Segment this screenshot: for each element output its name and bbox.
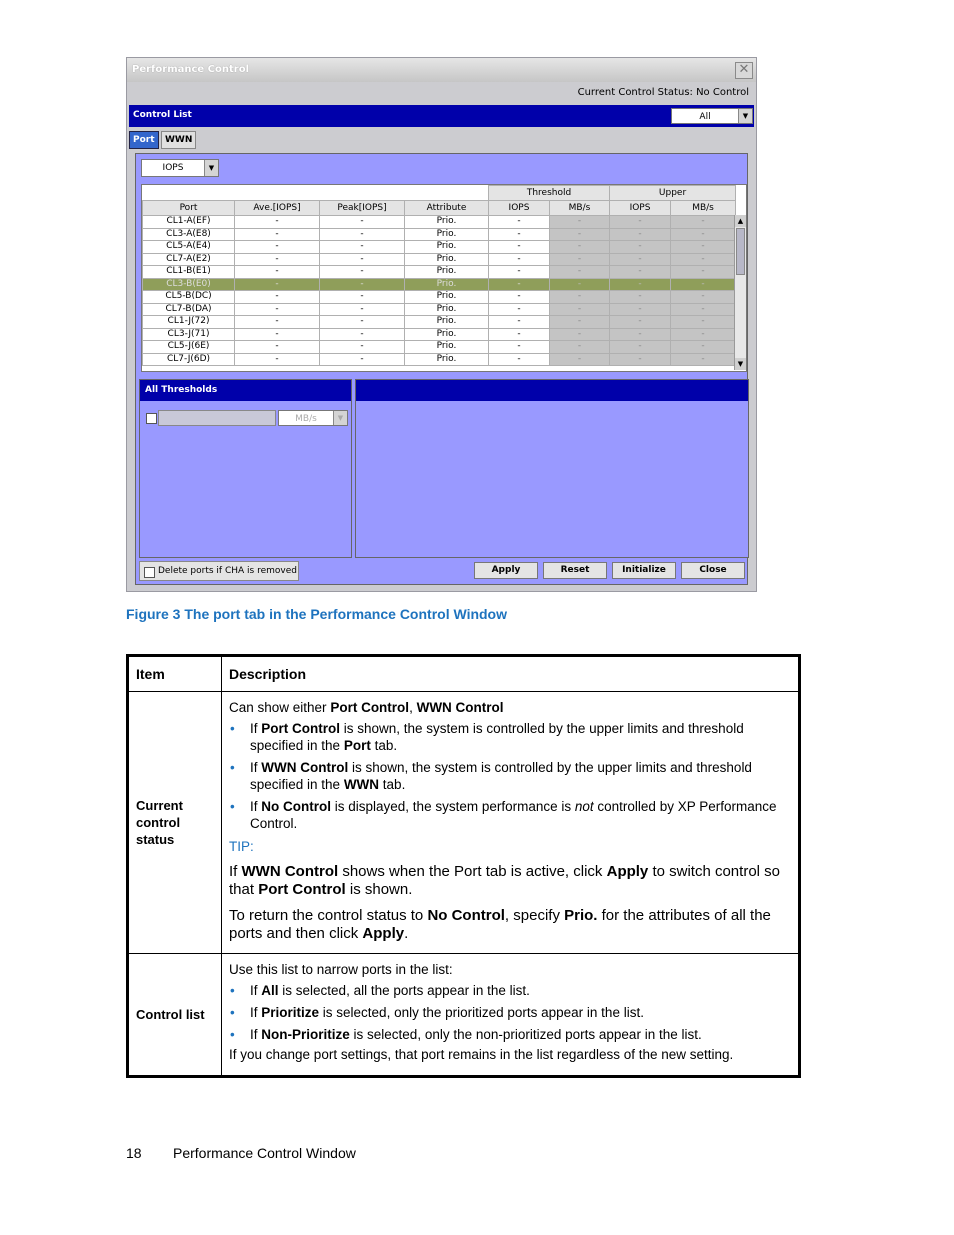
item-current-control-status — [128, 692, 222, 954]
table-cell: - — [235, 303, 320, 316]
table-row[interactable] — [143, 328, 736, 341]
table-cell: - — [610, 278, 671, 291]
chevron-down-icon: ▼ — [204, 160, 218, 176]
chevron-down-icon: ▼ — [333, 411, 347, 425]
scroll-down-icon[interactable]: ▼ — [735, 358, 746, 370]
table-cell: CL7-B(DA) — [143, 303, 235, 316]
table-cell: - — [320, 328, 405, 341]
table-cell: - — [610, 303, 671, 316]
table-cell: - — [320, 266, 405, 279]
item-label: Current — [136, 798, 183, 813]
table-row[interactable] — [143, 341, 736, 354]
table-cell: - — [610, 328, 671, 341]
detail-panel — [355, 379, 749, 558]
threshold-unit-value: MB/s — [295, 414, 317, 424]
blank-header — [143, 186, 489, 201]
table-cell: CL5-B(DC) — [143, 291, 235, 304]
window-title: Performance Control — [132, 64, 250, 75]
table-cell: CL3-J(71) — [143, 328, 235, 341]
column-header[interactable]: MB/s — [671, 201, 736, 216]
table-cell: - — [489, 253, 550, 266]
table-cell: Prio. — [405, 303, 489, 316]
table-cell: - — [235, 253, 320, 266]
table-cell: - — [610, 228, 671, 241]
table-cell: - — [550, 241, 610, 254]
table-cell: CL3-A(E8) — [143, 228, 235, 241]
close-button[interactable]: Close — [681, 562, 745, 579]
description-current-control-status — [222, 692, 800, 954]
port-table — [141, 184, 747, 372]
control-status: Current Control Status: No Control — [577, 87, 749, 98]
threshold-unit-select[interactable] — [278, 410, 348, 426]
table-cell: CL7-J(6D) — [143, 353, 235, 366]
all-thresholds-panel — [139, 379, 352, 558]
column-header[interactable]: Peak[IOPS] — [320, 201, 405, 216]
table-cell: - — [489, 316, 550, 329]
apply-button[interactable]: Apply — [474, 562, 538, 579]
close-icon[interactable]: ✕ — [735, 62, 753, 79]
table-cell: - — [320, 216, 405, 229]
table-cell: - — [671, 216, 736, 229]
table-cell: Prio. — [405, 266, 489, 279]
list-item: • If Non-Prioritize is selected, only the non-prioritized ports appear in the list. — [229, 1026, 790, 1043]
reset-button[interactable]: Reset — [543, 562, 607, 579]
window-titlebar — [127, 58, 756, 82]
table-cell: CL1-J(72) — [143, 316, 235, 329]
table-cell: - — [489, 278, 550, 291]
table-cell: - — [550, 266, 610, 279]
table-cell: CL3-B(E0) — [143, 278, 235, 291]
bottom-bar — [139, 561, 746, 581]
threshold-group-header: Threshold — [489, 186, 610, 201]
table-cell: - — [671, 316, 736, 329]
table-cell: - — [550, 316, 610, 329]
description-header: Description — [222, 656, 800, 692]
table-cell: - — [610, 291, 671, 304]
delete-ports-checkbox[interactable] — [144, 567, 155, 578]
performance-control-window — [126, 57, 757, 592]
threshold-input[interactable] — [158, 410, 276, 426]
list-item: • If All is selected, all the ports appear in the list. — [229, 982, 790, 999]
table-cell: - — [489, 241, 550, 254]
table-cell: - — [671, 353, 736, 366]
tip-text: To return the control status to No Control, specify Prio. for the attributes of all the ports and then click Apply. — [229, 907, 771, 942]
delete-ports-label: Delete ports if CHA is removed — [158, 566, 297, 576]
table-cell: - — [671, 303, 736, 316]
table-cell: - — [550, 341, 610, 354]
table-cell: CL1-B(E1) — [143, 266, 235, 279]
table-cell: - — [671, 253, 736, 266]
table-cell: CL5-A(E4) — [143, 241, 235, 254]
table-cell: Prio. — [405, 316, 489, 329]
table-cell: - — [320, 228, 405, 241]
figure-caption: Figure 3 The port tab in the Performance Control Window — [126, 606, 508, 622]
table-cell: - — [235, 291, 320, 304]
table-cell: - — [489, 266, 550, 279]
description-outro: If you change port settings, that port remains in the list regardless of the new setting. — [229, 1047, 734, 1062]
table-cell: - — [320, 316, 405, 329]
item-label: control status — [136, 815, 181, 847]
table-cell: - — [489, 228, 550, 241]
page-number: 18 — [126, 1145, 142, 1161]
footer-title: Performance Control Window — [173, 1145, 356, 1161]
table-cell: - — [550, 353, 610, 366]
scroll-up-icon[interactable]: ▲ — [735, 215, 746, 227]
table-cell: - — [610, 353, 671, 366]
table-cell: - — [489, 328, 550, 341]
control-list-label: Control List — [133, 110, 192, 120]
table-cell: CL5-J(6E) — [143, 341, 235, 354]
table-cell: - — [610, 341, 671, 354]
tip-text: If WWN Control shows when the Port tab is active, click Apply to switch control so that Port Control is shown. — [229, 863, 780, 898]
table-cell: Prio. — [405, 241, 489, 254]
table-cell: - — [320, 303, 405, 316]
table-cell: - — [489, 353, 550, 366]
upper-group-header: Upper — [610, 186, 736, 201]
table-row[interactable] — [143, 228, 736, 241]
table-cell: CL7-A(E2) — [143, 253, 235, 266]
table-row[interactable] — [143, 216, 736, 229]
column-header[interactable]: Port — [143, 201, 235, 216]
scroll-thumb[interactable] — [736, 228, 745, 275]
metric-value: IOPS — [162, 163, 184, 173]
list-item: • If Prioritize is selected, only the prioritized ports appear in the list. — [229, 1004, 790, 1021]
table-row[interactable] — [143, 353, 736, 366]
table-cell: - — [671, 241, 736, 254]
table-cell: - — [235, 328, 320, 341]
table-cell: - — [550, 328, 610, 341]
list-item: • If WWN Control is shown, the system is controlled by the upper limits and threshold specified in the WWN tab. — [229, 759, 790, 793]
table-cell: - — [610, 216, 671, 229]
all-thresholds-checkbox[interactable] — [146, 413, 157, 424]
table-cell: - — [235, 341, 320, 354]
table-cell: - — [610, 316, 671, 329]
table-cell: - — [320, 291, 405, 304]
list-item: • If Port Control is shown, the system is controlled by the upper limits and threshold specified in the Port tab. — [229, 720, 790, 754]
all-thresholds-header: All Thresholds — [140, 380, 351, 401]
control-list-bar — [129, 105, 754, 127]
table-cell: - — [671, 278, 736, 291]
table-cell: - — [550, 278, 610, 291]
table-cell: - — [671, 328, 736, 341]
tab-wwn[interactable]: WWN — [161, 131, 196, 149]
table-cell: - — [235, 216, 320, 229]
table-row[interactable] — [143, 316, 736, 329]
table-cell: - — [320, 253, 405, 266]
port-panel — [135, 153, 748, 585]
table-cell: - — [235, 278, 320, 291]
table-row[interactable] — [143, 266, 736, 279]
initialize-button[interactable]: Initialize — [612, 562, 676, 579]
table-scrollbar[interactable] — [734, 215, 746, 370]
table-cell: - — [610, 266, 671, 279]
column-header[interactable]: MB/s — [550, 201, 610, 216]
table-row[interactable] — [143, 253, 736, 266]
table-cell: - — [320, 278, 405, 291]
table-cell: CL1-A(EF) — [143, 216, 235, 229]
table-cell: - — [489, 216, 550, 229]
table-cell: - — [235, 353, 320, 366]
column-header[interactable]: IOPS — [610, 201, 671, 216]
item-header: Item — [128, 656, 222, 692]
table-cell: Prio. — [405, 328, 489, 341]
table-cell: Prio. — [405, 253, 489, 266]
metric-select[interactable] — [141, 159, 219, 177]
table-row[interactable] — [143, 278, 736, 291]
table-cell: - — [320, 341, 405, 354]
column-header[interactable]: IOPS — [489, 201, 550, 216]
description-table — [126, 654, 801, 1078]
item-control-list: Control list — [128, 954, 222, 1077]
table-cell: - — [235, 316, 320, 329]
description-control-list — [222, 954, 800, 1077]
list-item: • If No Control is displayed, the system performance is not controlled by XP Performance Control. — [229, 798, 790, 832]
table-cell: - — [550, 291, 610, 304]
table-row[interactable] — [143, 241, 736, 254]
table-cell: Prio. — [405, 353, 489, 366]
table-cell: - — [550, 253, 610, 266]
table-cell: - — [235, 228, 320, 241]
table-cell: - — [550, 303, 610, 316]
table-cell: - — [489, 303, 550, 316]
description-intro: Use this list to narrow ports in the list: — [229, 962, 453, 977]
table-cell: Prio. — [405, 228, 489, 241]
table-cell: - — [671, 266, 736, 279]
table-cell: - — [320, 241, 405, 254]
delete-ports-option[interactable] — [139, 561, 299, 581]
table-row[interactable] — [143, 303, 736, 316]
table-cell: - — [610, 253, 671, 266]
column-header[interactable]: Attribute — [405, 201, 489, 216]
table-cell: - — [550, 216, 610, 229]
control-list-value: All — [699, 112, 711, 122]
table-row[interactable] — [143, 291, 736, 304]
tip-label: TIP: — [229, 839, 254, 854]
table-cell: - — [489, 291, 550, 304]
chevron-down-icon: ▼ — [738, 109, 752, 123]
column-header[interactable]: Ave.[IOPS] — [235, 201, 320, 216]
table-cell: Prio. — [405, 278, 489, 291]
table-cell: - — [489, 341, 550, 354]
detail-header — [356, 380, 748, 401]
table-cell: - — [550, 228, 610, 241]
table-cell: - — [671, 341, 736, 354]
table-cell: Prio. — [405, 216, 489, 229]
table-cell: - — [320, 353, 405, 366]
tab-port[interactable]: Port — [129, 131, 159, 149]
description-intro: Can show either Port Control, WWN Control — [229, 700, 504, 715]
table-cell: - — [610, 241, 671, 254]
table-cell: - — [235, 241, 320, 254]
table-cell: Prio. — [405, 341, 489, 354]
control-list-select[interactable] — [671, 108, 753, 124]
table-cell: - — [671, 291, 736, 304]
table-cell: - — [235, 266, 320, 279]
table-cell: Prio. — [405, 291, 489, 304]
table-cell: - — [671, 228, 736, 241]
